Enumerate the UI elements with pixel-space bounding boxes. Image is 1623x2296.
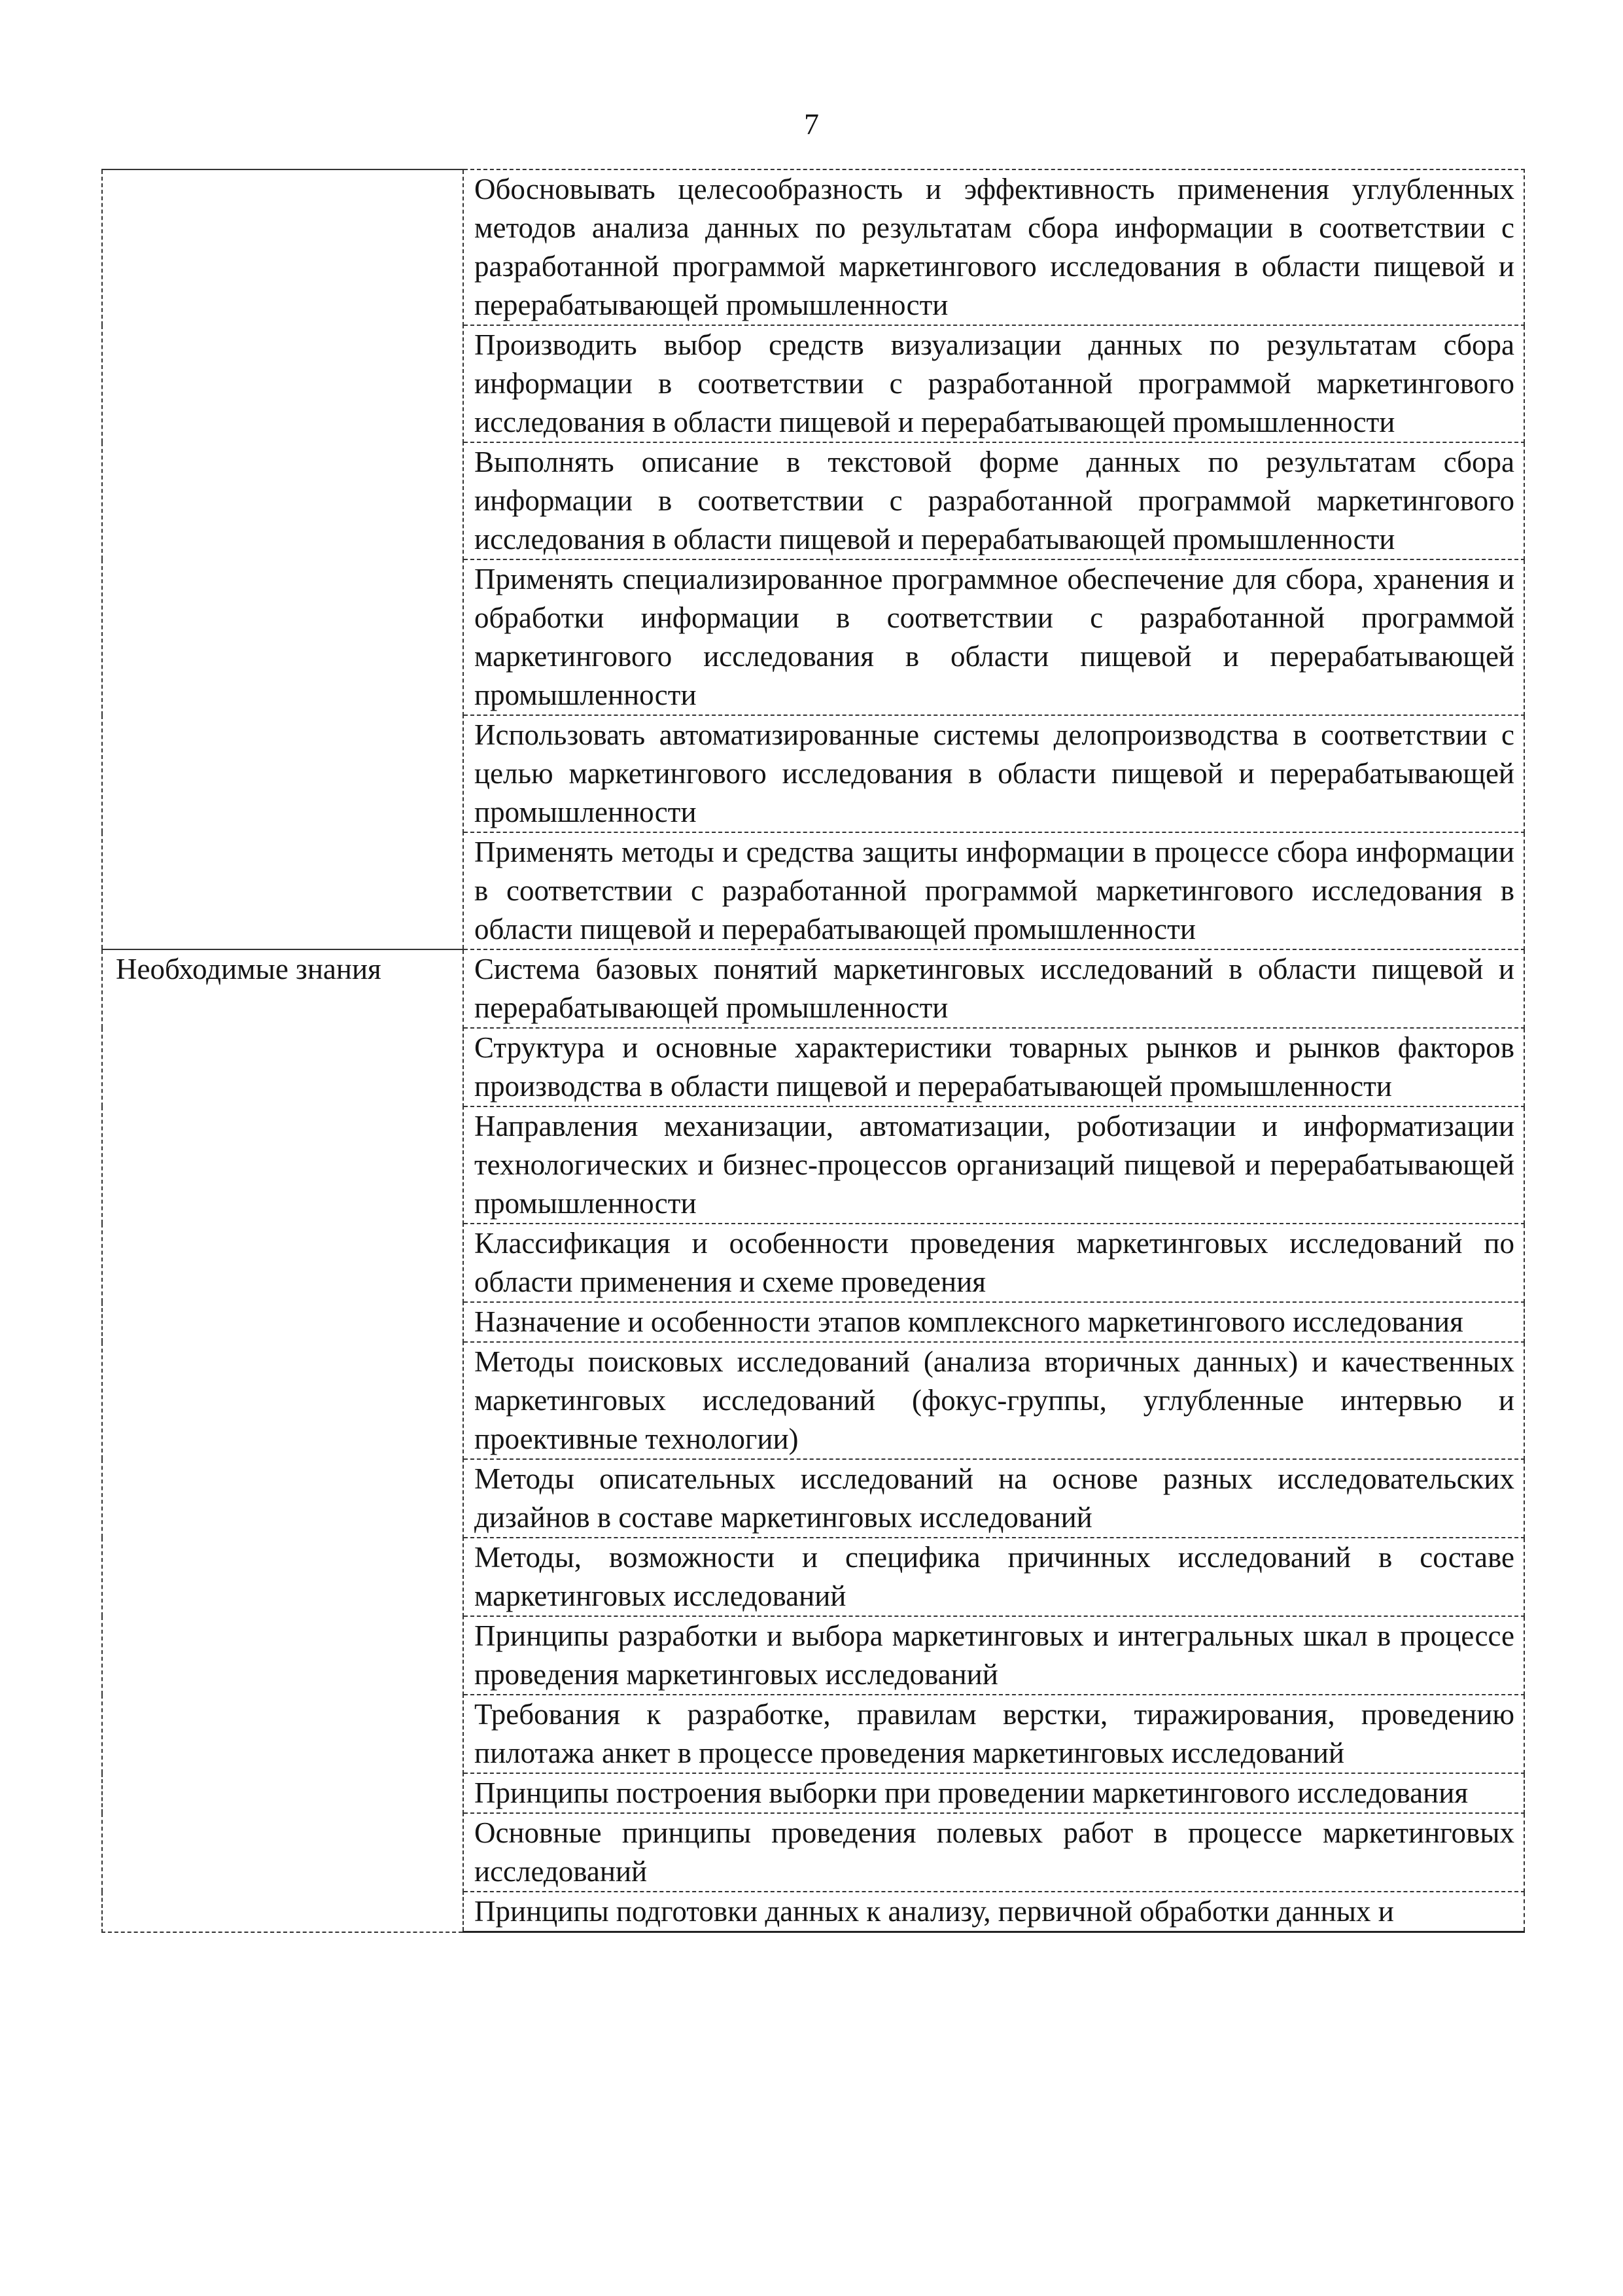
knowledge-item: Классификация и особенности проведения маркетинговых исследований по области применения и схеме проведения [463, 1224, 1524, 1302]
table-row [102, 949, 1524, 1028]
knowledge-item: Методы, возможности и специфика причинных исследований в составе маркетинговых исследований [463, 1538, 1524, 1616]
skill-item: Производить выбор средств визуализации данных по результатам сбора информации в соответствии с разработанной программой маркетингового исследования в области пищевой и перерабатывающей промышленности [463, 325, 1524, 442]
skill-item: Использовать автоматизированные системы делопроизводства в соответствии с целью маркетингового исследования в области пищевой и перерабатывающей промышленности [463, 715, 1524, 832]
skill-item: Применять методы и средства защиты информации в процессе сбора информации в соответствии с разработанной программой маркетингового исследования в области пищевой и перерабатывающей промышленности [463, 832, 1524, 949]
knowledge-label: Необходимые знания [102, 949, 463, 1932]
knowledge-item: Система базовых понятий маркетинговых исследований в области пищевой и перерабатывающей промышленности [463, 949, 1524, 1028]
knowledge-item: Направления механизации, автоматизации, роботизации и информатизации технологических и бизнес-процессов организаций пищевой и перерабатывающей промышленности [463, 1106, 1524, 1224]
knowledge-item: Принципы разработки и выбора маркетинговых и интегральных шкал в процессе проведения маркетинговых исследований [463, 1616, 1524, 1695]
skill-item: Выполнять описание в текстовой форме данных по результатам сбора информации в соответствии с разработанной программой маркетингового исследования в области пищевой и перерабатывающей промышленности [463, 442, 1524, 559]
knowledge-item: Структура и основные характеристики товарных рынков и рынков факторов производства в области пищевой и перерабатывающей промышленности [463, 1028, 1524, 1106]
skill-item: Применять специализированное программное обеспечение для сбора, хранения и обработки информации в соответствии с разработанной программой маркетингового исследования в области пищевой и перерабатывающей промышленности [463, 559, 1524, 715]
skill-item: Обосновывать целесообразность и эффективность применения углубленных методов анализа данных по результатам сбора информации в соответствии с разработанной программой маркетингового исследования в области пищевой и перерабатывающей промышленности [463, 169, 1524, 325]
skills-label [102, 169, 463, 949]
knowledge-item: Принципы построения выборки при проведении маркетингового исследования [463, 1773, 1524, 1813]
table-row [102, 169, 1524, 325]
knowledge-item: Принципы подготовки данных к анализу, первичной обработки данных и [463, 1892, 1524, 1932]
page-number: 7 [804, 107, 819, 141]
competency-table [101, 169, 1525, 1933]
knowledge-item: Основные принципы проведения полевых работ в процессе маркетинговых исследований [463, 1813, 1524, 1892]
knowledge-item: Методы поисковых исследований (анализа вторичных данных) и качественных маркетинговых исследований (фокус-группы, углубленные интервью и проективные технологии) [463, 1342, 1524, 1459]
knowledge-item: Назначение и особенности этапов комплексного маркетингового исследования [463, 1302, 1524, 1342]
knowledge-item: Методы описательных исследований на основе разных исследовательских дизайнов в составе маркетинговых исследований [463, 1459, 1524, 1538]
knowledge-item: Требования к разработке, правилам верстки, тиражирования, проведению пилотажа анкет в процессе проведения маркетинговых исследований [463, 1695, 1524, 1773]
